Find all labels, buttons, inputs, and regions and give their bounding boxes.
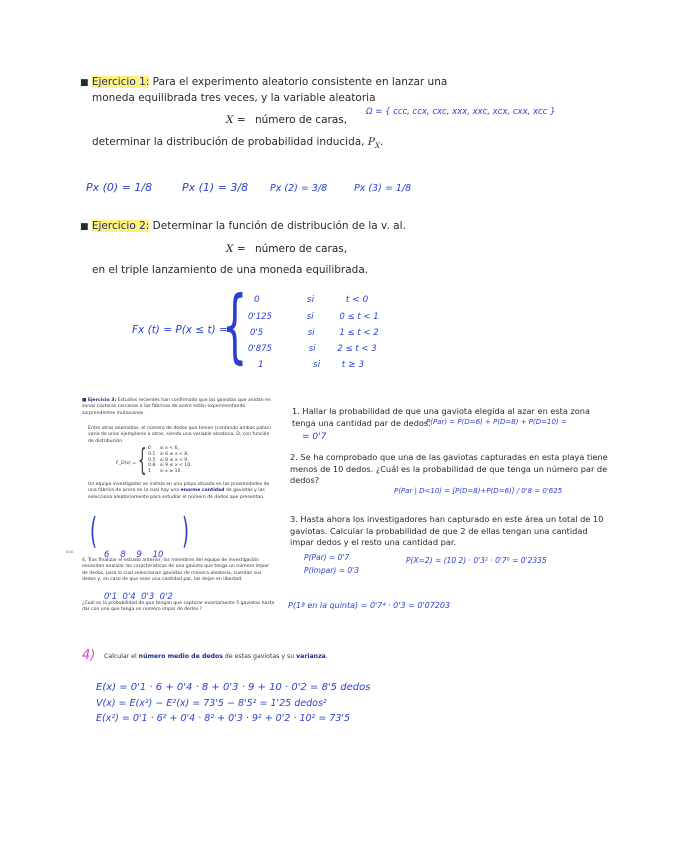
ej2-row-si: si — [306, 312, 314, 322]
ej2-line1 — [80, 220, 406, 232]
ej1-formula — [226, 114, 347, 126]
bullet-icon: ■ — [80, 78, 89, 88]
ej3-fd-cond: si 8 ≤ x < 9, — [160, 457, 189, 463]
ej2-row-value: 1 — [258, 360, 264, 370]
ej1-px3: Px (3) = 1/8 — [354, 183, 412, 194]
ej3-text3b: enorme cantidad — [180, 488, 225, 494]
ej3-fd-label: F_D(x) = — [116, 461, 137, 466]
ej3-matrix-top: 6 8 9 10 — [104, 550, 164, 560]
ej3-title: Ejercicio 3: — [87, 398, 117, 403]
ej2-formula-text: número de caras, — [254, 243, 348, 255]
ej3-small-label: SUG — [66, 550, 74, 554]
ej4-ans1: E(x) = 0'1 · 6 + 0'4 · 8 + 0'3 · 9 + 10 · 0'2 = 8'5 dedos — [96, 682, 371, 693]
ej3-text1: Estudios recientes han confirmado que las gaviotas que anidan en zonas costeras cercanas a las fábricas de acero están experimentando sorprendentes mutaciones. — [82, 398, 271, 416]
ej2-formula — [226, 243, 347, 255]
ej2-row-cond: t < 0 — [345, 295, 369, 305]
ej3-intro — [82, 398, 272, 417]
ej4-ans3: E(x²) = 0'1 · 6² + 0'4 · 8² + 0'3 · 9² + 0'2 · 10² = 73'5 — [96, 713, 351, 724]
ej3-fd-value: 0 — [148, 446, 151, 451]
ej4-text-c: de estas gaviotas y su — [224, 653, 295, 660]
ej2-row-si: si — [306, 295, 315, 305]
ej3-matrix-right-paren: ) — [182, 511, 190, 552]
ej3-fd-value: 0.5 — [148, 457, 156, 463]
ej3-q3-ans-b: P(Impar) = 0'3 — [304, 566, 359, 575]
ej1-px-sub: X — [374, 142, 380, 151]
ej1-px1: Px (1) = 3/8 — [182, 181, 249, 194]
ej1-formula-text: número de caras, — [254, 114, 348, 126]
ej2-row-cond: 1 ≤ t < 2 — [339, 328, 379, 338]
ej2-row-2 — [250, 328, 379, 338]
ej4-text-b: número medio de dedos — [138, 653, 223, 660]
ej3-fd-row — [148, 469, 192, 475]
ej1-omega: Ω = { ccc, ccx, cxc, xxx, xxc, xcx, cxx, xcc } — [366, 107, 556, 117]
ej3-fd-value: 0.8 — [148, 463, 156, 469]
ej4-text-d: varianza — [296, 653, 326, 660]
ej2-row-si: si — [308, 344, 316, 354]
bullet-icon: ■ — [82, 398, 88, 403]
ej3-fd-cond: si x < 6, — [160, 446, 180, 451]
ej2-row-si: si — [307, 328, 315, 338]
ej3-matrix-left-paren: ( — [90, 511, 98, 552]
ej2-row-si: si — [312, 360, 321, 370]
ej3-matrix-bottom: 0'1 0'4 0'3 0'2 — [104, 592, 173, 602]
ej1-px: P — [367, 136, 375, 148]
ej2-row-1 — [248, 312, 379, 322]
ej2-fx-label: Fx (t) = P(x ≤ t) = — [132, 324, 228, 336]
ej1-text-line1: Para el experimento aleatorio consistente en lanzar una — [152, 76, 448, 88]
ej3-fd-cond: si 6 ≤ x < 8, — [160, 451, 189, 457]
ej4-text-a: Calcular el — [104, 653, 137, 660]
ej3-text3 — [88, 482, 274, 501]
ej1-label: Ejercicio 1: — [91, 76, 150, 88]
ej3-q2-ans: P(Par | D<10) = [P(D=8)+P(D=6)] / 0'8 = 0'625 — [394, 487, 563, 495]
ej3-fd-table — [148, 446, 192, 475]
ej3-text2: Entre otras anomalías, el número de dedos que tienen (contando ambas patas) varía de unos ejemplares a otros, siendo una variable aleatoria, D, con función de distribución — [88, 426, 271, 444]
bullet-icon: ■ — [80, 222, 89, 232]
ej2-line2: en el triple lanzamiento de una moneda equilibrada. — [92, 264, 369, 276]
ej3-q3-ans-a: P(Par) = 0'7 — [304, 553, 350, 562]
ej2-row-value: 0'875 — [248, 344, 272, 354]
ej1-px-dot: . — [379, 136, 384, 148]
ej1-line3 — [92, 136, 383, 150]
ej2-brace: { — [222, 279, 248, 372]
ej3-fd-value: 0.1 — [148, 451, 156, 457]
ej2-row-3 — [248, 344, 377, 354]
ej2-row-cond: 2 ≤ t < 3 — [337, 344, 377, 354]
ej3-q4b: ¿Cuál es la probabilidad de que tengan que capturar exactamente 5 gaviotas hasta dar con una que tenga un número impar de dedos ? — [82, 601, 275, 613]
ej4-text — [104, 653, 328, 660]
ej3-text3a: Un equipo investigador se instala en una playa situada en las proximidades de una fábrica de acero en la cual hay una — [88, 482, 270, 494]
ej1-px0: Px (0) = 1/8 — [86, 181, 153, 194]
ej1-text-line3: determinar la distribución de probabilidad inducida, — [92, 136, 365, 148]
ej1-formula-eq: = — [236, 114, 246, 126]
ej2-text-line1: Determinar la función de distribución de la v. al. — [152, 220, 406, 232]
ej3-q4: 4. Tras finalizar el estudio anterior, los miembros del equipo de investigación necesitan analizar las características de una gaviota que tenga un número impar de dedos, para lo cual seleccionan gaviotas de manera aleatoria, cuentan sus dedos y, en caso de que sean una cantidad par, las dejan en libertad. — [82, 558, 269, 583]
ej4-text-e: . — [325, 653, 328, 660]
ej4-ans2: V(x) = E(x²) − E²(x) = 73'5 − 8'5² = 1'25 dedos² — [96, 698, 327, 709]
ej2-row-4 — [258, 360, 364, 370]
ej3-fd-brace: { — [138, 443, 147, 478]
ej3-fd-cond: si 9 ≤ x < 10, — [160, 463, 192, 469]
ej2-row-value: 0'125 — [248, 312, 272, 322]
ej3-q1-ans-b: = 0'7 — [302, 432, 327, 442]
ej1-formula-var: X — [226, 114, 234, 126]
ej3-q3-ans-c: P(X=2) = (10 2) · 0'3² · 0'7⁸ = 0'2335 — [406, 556, 547, 565]
ej3-fd-value: 1 — [148, 469, 151, 475]
ej3-q3: 3. Hasta ahora los investigadores han capturado en este área un total de 10 gaviotas. Calcular la probabilidad de que 2 de ellas tengan una cantidad impar dedos y el resto una cantidad par. — [290, 514, 604, 548]
ej2-row-cond: 0 ≤ t < 1 — [339, 312, 379, 322]
ej2-row-value: 0 — [254, 295, 260, 305]
ej3-q4-ans: P(1ª en la quinta) = 0'7⁴ · 0'3 = 0'07203 — [288, 601, 451, 610]
ej1-line1 — [80, 76, 447, 88]
ej2-label: Ejercicio 2: — [91, 220, 150, 232]
ej2-formula-eq: = — [236, 243, 246, 255]
ej2-row-0 — [254, 295, 368, 305]
ej4-num: 4) — [82, 648, 96, 663]
ej2-formula-var: X — [226, 243, 234, 255]
ej3-text3c: de gaviotas y las selecciona aleatoriamente para estudiar el número de dedos que presentan. — [88, 488, 265, 500]
ej1-px2: Px (2) = 3/8 — [270, 183, 328, 194]
ej3-fd-cond: si x ≥ 10. — [160, 469, 182, 475]
ej2-row-value: 0'5 — [250, 328, 264, 338]
ej2-row-cond: t ≥ 3 — [341, 360, 365, 370]
ej3-q2: 2. Se ha comprobado que una de las gaviotas capturadas en esta playa tiene menos de 10 dedos. ¿Cuál es la probabilidad de que tenga un número par de dedos? — [290, 452, 608, 486]
ej1-line2: moneda equilibrada tres veces, y la variable aleatoria — [92, 92, 376, 104]
ej3-q1-ans-a: P(Par) = P(D=6) + P(D=8) + P(D=10) = — [426, 418, 567, 426]
ej3-q1: 1. Hallar la probabilidad de que una gaviota elegida al azar en esta zona tenga una cantidad par de dedos. — [292, 406, 591, 428]
